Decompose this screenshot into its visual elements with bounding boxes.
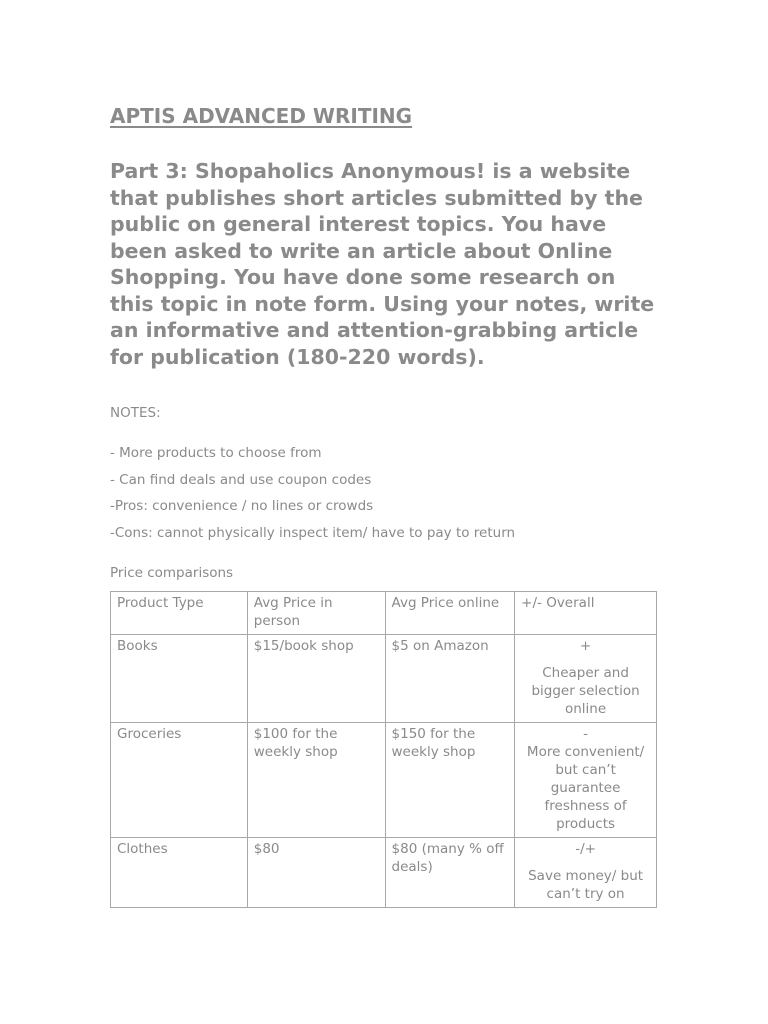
document-heading: APTIS ADVANCED WRITING	[110, 104, 413, 128]
task-line: this topic in note form. Using your notes, write	[110, 291, 655, 316]
overall-comment: More convenient/ but can’t guarantee freshness of products	[526, 744, 645, 832]
task-line: been asked to write an article about Online	[110, 238, 613, 263]
cell-overall	[515, 838, 657, 908]
overall-comment: Save money/ but can’t try on	[528, 868, 644, 902]
task-line: an informative and attention-grabbing article	[110, 318, 639, 342]
header-product-type: Product Type	[111, 592, 248, 635]
cell-product-type: Groceries	[111, 723, 248, 838]
cell-overall	[515, 635, 657, 723]
cell-overall	[515, 723, 657, 838]
table-row	[111, 838, 657, 908]
overall-sign: -	[583, 726, 589, 742]
notes-label: NOTES:	[110, 405, 161, 421]
cell-product-type: Clothes	[111, 838, 248, 908]
header-price-online: Avg Price online	[385, 592, 515, 635]
task-line: that publishes short articles submitted by the	[110, 185, 643, 210]
note-item: - Can find deals and use coupon codes	[110, 471, 372, 488]
table-caption: Price comparisons	[110, 565, 234, 581]
task-line: Shopping. You have done some research on	[110, 265, 616, 289]
table-row	[111, 723, 657, 838]
table-header-row	[111, 592, 657, 635]
task-line: Part 3: Shopaholics Anonymous! is a website	[110, 159, 631, 183]
cell-price-in-person: $100 for the weekly shop	[247, 723, 385, 838]
cell-product-type: Books	[111, 635, 248, 723]
header-overall: +/- Overall	[515, 592, 657, 635]
table-row	[111, 635, 657, 723]
task-line: for publication (180-220 words).	[110, 344, 485, 369]
price-comparison-table	[110, 591, 657, 908]
cell-price-in-person: $80	[247, 838, 385, 908]
task-line: public on general interest topics. You have	[110, 212, 607, 236]
overall-sign: +	[579, 638, 592, 654]
cell-price-in-person: $15/book shop	[247, 635, 385, 723]
note-item: -Pros: convenience / no lines or crowds	[110, 498, 374, 515]
cell-price-online: $5 on Amazon	[385, 635, 515, 723]
cell-price-online: $150 for the weekly shop	[385, 723, 515, 838]
note-item: - More products to choose from	[110, 445, 322, 461]
notes-list	[110, 440, 515, 547]
header-price-in-person: Avg Price in person	[247, 592, 385, 635]
cell-price-online: $80 (many % off deals)	[385, 838, 515, 908]
overall-comment: Cheaper and bigger selection online	[531, 665, 640, 717]
task-description	[110, 158, 670, 370]
note-item: -Cons: cannot physically inspect item/ have to pay to return	[110, 525, 516, 542]
overall-sign: -/+	[575, 841, 596, 857]
